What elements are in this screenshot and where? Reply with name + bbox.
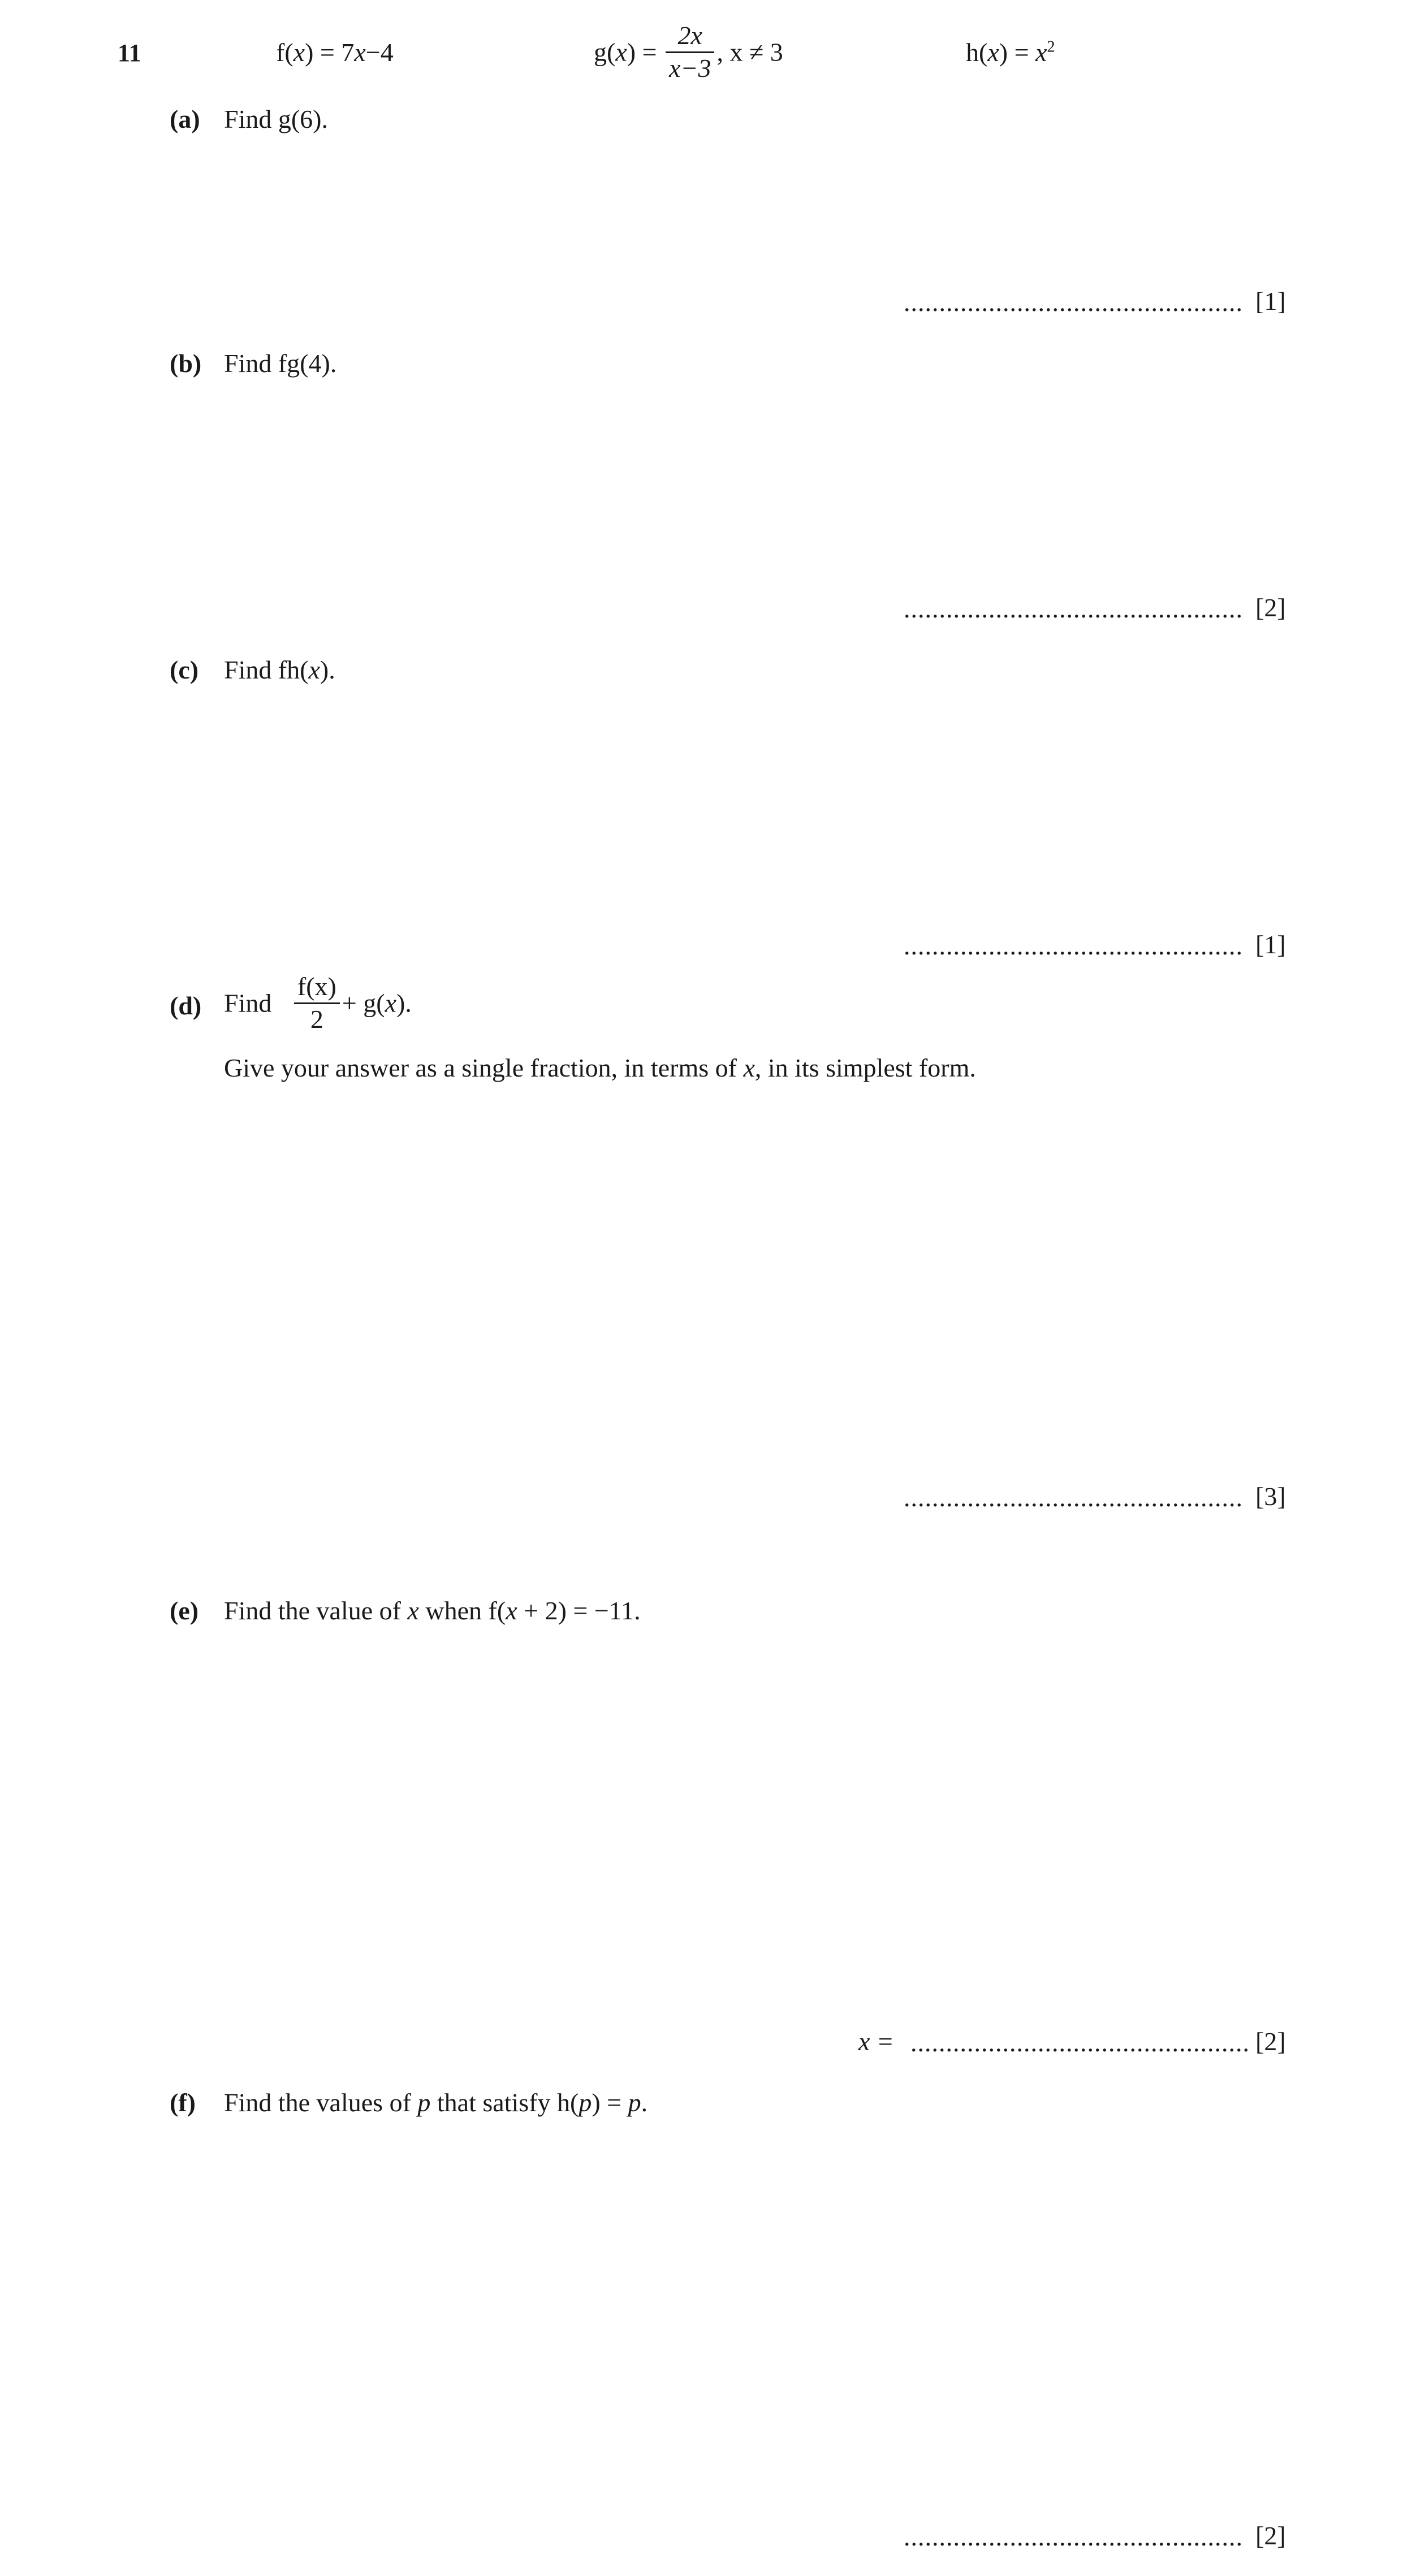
part-c-text-after: ). xyxy=(320,655,335,684)
part-b-mark: [2] xyxy=(1255,593,1286,622)
part-f-mark: [2] xyxy=(1255,2521,1286,2550)
part-d-denominator: 2 xyxy=(310,1004,323,1034)
h-exponent: 2 xyxy=(1047,38,1055,56)
part-c-label: (c) xyxy=(170,655,199,684)
part-f-text-before: Find the values of xyxy=(224,2088,418,2117)
part-d-plus-g: + g( xyxy=(342,988,385,1018)
part-f-label: (f) xyxy=(170,2088,196,2117)
part-d-find: Find xyxy=(224,988,272,1018)
part-e-text-after: + 2) = −11. xyxy=(517,1596,641,1625)
part-f-end: . xyxy=(641,2088,648,2117)
part-e-var2: x xyxy=(506,1596,517,1625)
part-f-text-middle: that satisfy h( xyxy=(430,2088,579,2117)
part-d-fraction xyxy=(294,973,340,1034)
part-d-instruction-after: , in its simplest form. xyxy=(754,1053,976,1082)
part-e-answer-prefix xyxy=(858,2026,894,2056)
f-lhs: f( xyxy=(276,38,293,67)
part-f-answer-line[interactable]: ................................................ xyxy=(904,2522,1243,2551)
part-e-text-before: Find the value of xyxy=(224,1596,408,1625)
definition-g xyxy=(594,21,783,83)
h-var2: x xyxy=(1035,38,1047,67)
part-a-label: (a) xyxy=(170,105,200,133)
part-b-answer-line[interactable]: ................................................ xyxy=(904,594,1243,623)
part-f-var: p xyxy=(417,2088,431,2117)
part-a-mark: [1] xyxy=(1255,287,1286,315)
f-rhs: ) = 7 xyxy=(305,38,355,67)
f-var2: x xyxy=(354,38,366,67)
part-e-var: x xyxy=(407,1596,419,1625)
part-d-instruction-before: Give your answer as a single fraction, in terms of xyxy=(224,1053,744,1082)
part-e-mark: [2] xyxy=(1255,2027,1286,2056)
g-fraction xyxy=(666,21,714,83)
definition-f xyxy=(276,37,394,67)
part-d-expression xyxy=(224,973,412,1034)
part-d-numerator: f(x) xyxy=(294,973,340,1004)
part-c-mark: [1] xyxy=(1255,930,1286,959)
part-c-text-before: Find fh( xyxy=(224,655,309,684)
part-d-close: ). xyxy=(396,988,412,1018)
part-a-answer-line[interactable]: ................................................ xyxy=(904,288,1243,317)
definition-h xyxy=(966,37,1055,67)
part-b-text: Find fg(4). xyxy=(224,349,337,378)
part-c-text xyxy=(224,655,335,685)
part-d-instruction-var: x xyxy=(743,1053,755,1082)
part-f-var2: p xyxy=(579,2088,592,2117)
part-e-label: (e) xyxy=(170,1596,199,1625)
g-numerator: 2x xyxy=(666,21,714,53)
part-f-text xyxy=(224,2087,647,2117)
part-d-mark: [3] xyxy=(1255,1482,1286,1511)
f-tail: −4 xyxy=(365,38,394,67)
g-condition: , x ≠ 3 xyxy=(716,37,783,67)
g-lhs: g( xyxy=(594,37,616,67)
part-e-answer-prefix-text: x = xyxy=(858,2027,894,2056)
part-e-answer-line[interactable]: ................................................ xyxy=(910,2028,1250,2057)
part-a-text: Find g(6). xyxy=(224,105,328,133)
part-d-label: (d) xyxy=(170,991,202,1020)
part-d-var: x xyxy=(385,988,397,1018)
part-b-label: (b) xyxy=(170,349,202,378)
part-f-var3: p xyxy=(628,2088,641,2117)
h-rhs: ) = xyxy=(999,38,1036,67)
part-d-instruction xyxy=(224,1053,976,1083)
g-var: x xyxy=(615,37,627,67)
f-var: x xyxy=(293,38,305,67)
part-c-answer-line[interactable]: ................................................ xyxy=(904,931,1243,960)
g-denominator: x−3 xyxy=(669,53,711,83)
part-e-text xyxy=(224,1596,641,1626)
part-f-text-after: ) = xyxy=(592,2088,628,2117)
h-var: x xyxy=(987,38,999,67)
question-number: 11 xyxy=(118,39,141,67)
part-d-answer-line[interactable]: ................................................ xyxy=(904,1483,1243,1512)
part-c-var: x xyxy=(308,655,320,684)
g-rhs: ) = xyxy=(627,37,657,67)
part-e-text-middle: when f( xyxy=(418,1596,506,1625)
h-lhs: h( xyxy=(966,38,988,67)
